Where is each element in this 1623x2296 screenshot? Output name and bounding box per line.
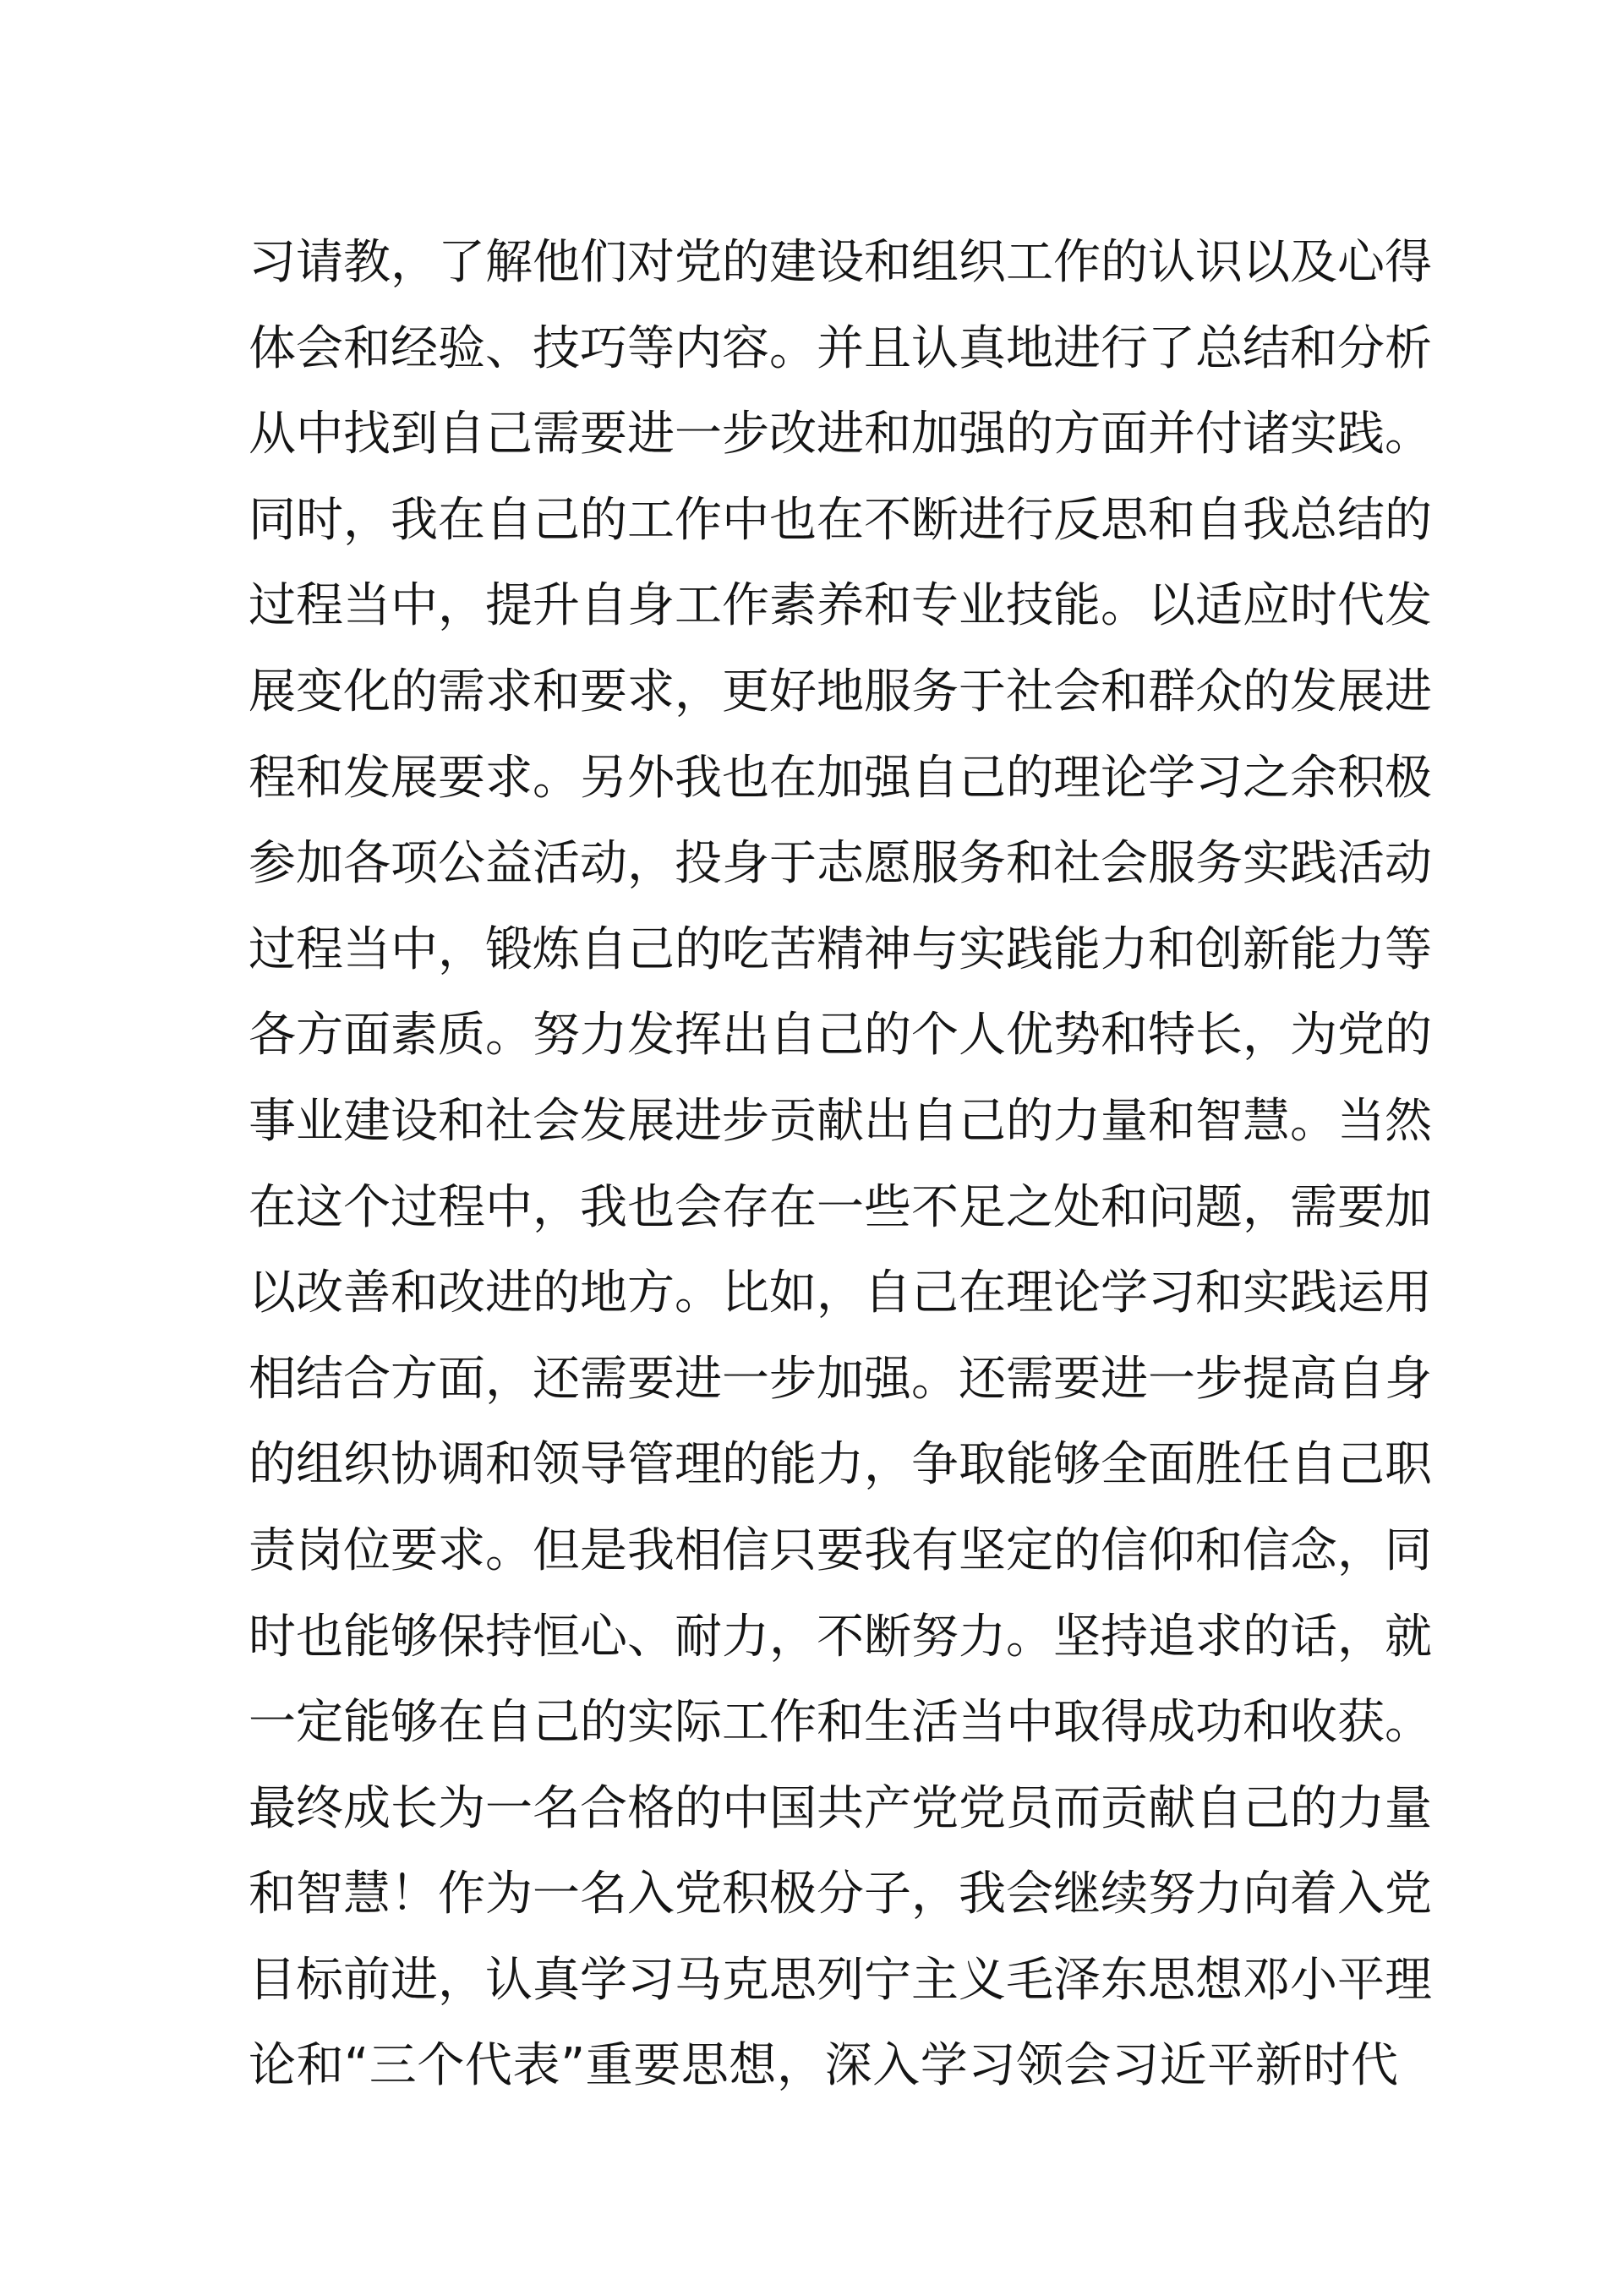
text-line: 目标前进，认真学习马克思列宁主义毛泽东思想邓小平理 bbox=[249, 1952, 1432, 2008]
text-line: 过程当中，锻炼自己的吃苦精神与实践能力和创新能力等 bbox=[249, 921, 1432, 977]
text-line: 论和“三个代表”重要思想，深入学习领会习近平新时代 bbox=[249, 2038, 1398, 2094]
text-line: 相结合方面，还需要进一步加强。还需要进一步提高自身 bbox=[249, 1351, 1432, 1407]
text-line: 最终成长为一名合格的中国共产党党员而贡献自己的力量 bbox=[249, 1780, 1432, 1836]
text-line: 展变化的需求和要求，更好地服务于社会和群众的发展进 bbox=[249, 664, 1432, 719]
text-line: 体会和经验、技巧等内容。并且认真地进行了总结和分析 bbox=[249, 320, 1432, 376]
text-line: 一定能够在自己的实际工作和生活当中取得成功和收获。 bbox=[249, 1695, 1432, 1751]
text-line: 过程当中，提升自身工作素养和专业技能。以适应时代发 bbox=[249, 578, 1432, 634]
text-line: 习请教，了解他们对党的建设和组织工作的认识以及心得 bbox=[249, 235, 1432, 290]
text-line: 参加各项公益活动，投身于志愿服务和社会服务实践活动 bbox=[249, 836, 1432, 892]
text-line: 事业建设和社会发展进步贡献出自己的力量和智慧。当然 bbox=[249, 1093, 1432, 1149]
text-line: 和智慧！作为一名入党积极分子，我会继续努力向着入党 bbox=[249, 1867, 1432, 1922]
body-paragraph bbox=[249, 220, 1432, 2109]
text-line: 程和发展要求。另外我也在加强自己的理论学习之余积极 bbox=[249, 750, 1432, 806]
text-line: 从中找到自己需要进一步改进和加强的方面并付诸实践。 bbox=[249, 407, 1432, 462]
text-line: 在这个过程中，我也会存在一些不足之处和问题，需要加 bbox=[249, 1179, 1432, 1235]
text-line: 以改善和改进的地方。比如，自己在理论学习和实践运用 bbox=[249, 1266, 1432, 1321]
text-line: 同时，我在自己的工作中也在不断进行反思和自我总结的 bbox=[249, 492, 1432, 548]
text-line: 责岗位要求。但是我相信只要我有坚定的信仰和信念，同 bbox=[249, 1522, 1432, 1578]
text-line: 时也能够保持恒心、耐力，不断努力。坚持追求的话，就 bbox=[249, 1609, 1432, 1665]
text-line: 的组织协调和领导管理的能力，争取能够全面胜任自己职 bbox=[249, 1437, 1432, 1493]
text-line: 各方面素质。努力发挥出自己的个人优势和特长，为党的 bbox=[249, 1008, 1432, 1063]
